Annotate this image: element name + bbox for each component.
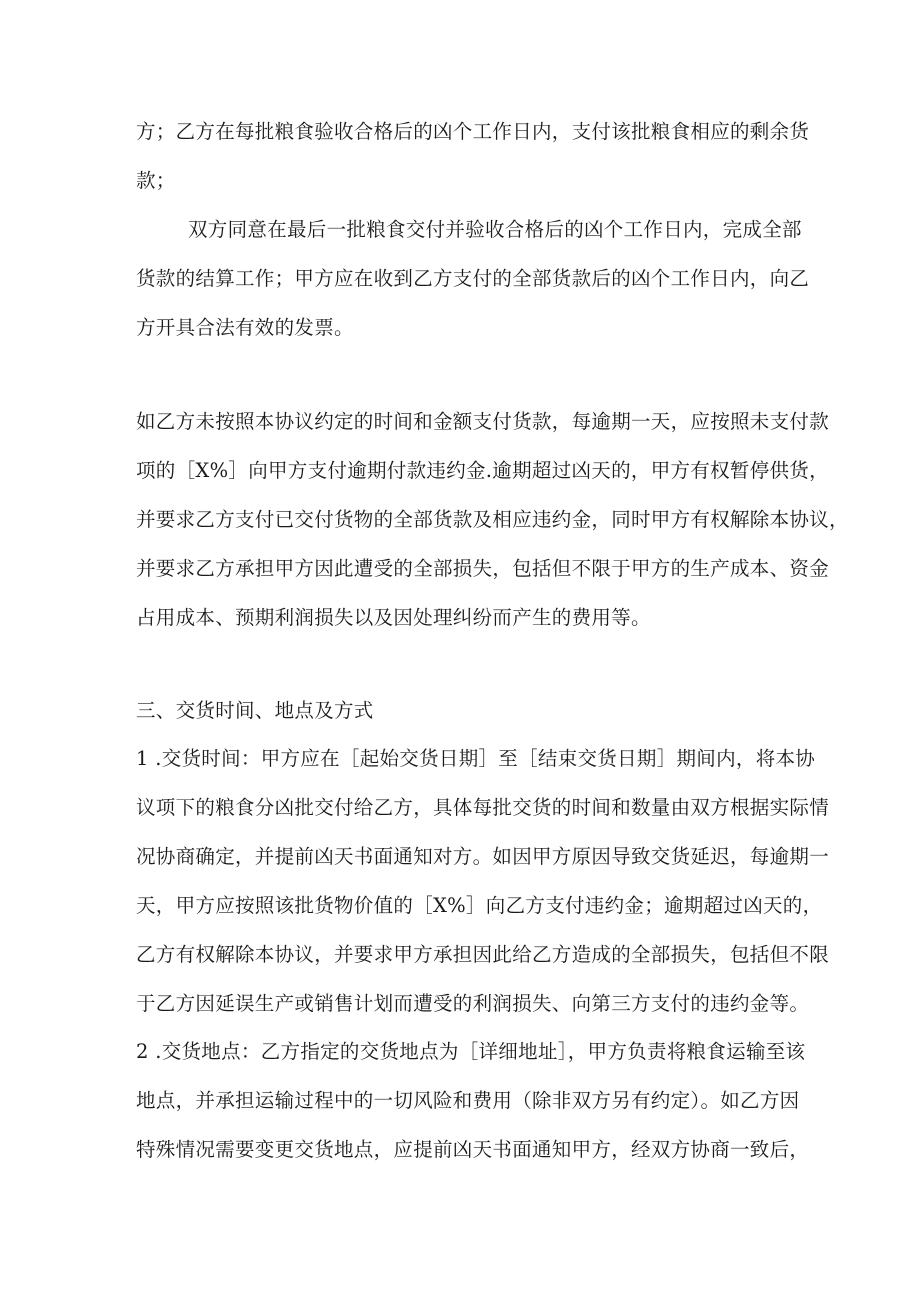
paragraph-line: 1 .交货时间：甲方应在［起始交货日期］至［结束交货日期］期间内，将本协 xyxy=(136,747,816,770)
paragraph-line: 特殊情况需要变更交货地点，应提前凶天书面通知甲方，经双方协商一致后， xyxy=(136,1138,810,1161)
paragraph-line: 款； xyxy=(136,169,176,192)
paragraph-line: 议项下的粮食分凶批交付给乙方，具体每批交货的时间和数量由双方根据实际情 xyxy=(136,796,830,819)
paragraph-line: 货款的结算工作；甲方应在收到乙方支付的全部货款后的凶个工作日内，向乙 xyxy=(136,267,810,290)
paragraph-line: 乙方有权解除本协议，并要求甲方承担因此给乙方造成的全部损失，包括但不限 xyxy=(136,943,830,966)
paragraph-line: 天，甲方应按照该批货物价值的［X%］向乙方支付违约金；逾期超过凶天的， xyxy=(136,894,823,917)
paragraph-line: 项的［X%］向甲方支付逾期付款违约金.逾期超过凶天的，甲方有权暂停供货， xyxy=(136,459,829,482)
paragraph-line: 如乙方未按照本协议约定的时间和金额支付货款，每逾期一天，应按照未支付款 xyxy=(136,410,830,433)
paragraph-line: 况协商确定，并提前凶天书面通知对方。如因甲方原因导致交货延迟，每逾期一 xyxy=(136,845,830,868)
paragraph-line: 并要求乙方支付已交付货物的全部货款及相应违约金，同时甲方有权解除本协议， xyxy=(136,508,849,531)
paragraph-line: 地点，并承担运输过程中的一切风险和费用（除非双方另有约定）。如乙方因 xyxy=(136,1089,800,1112)
paragraph-line: 方；乙方在每批粮食验收合格后的凶个工作日内，支付该批粮食相应的剩余货 xyxy=(136,120,810,143)
paragraph-line: 2 .交货地点：乙方指定的交货地点为［详细地址］，甲方负责将粮食运输至该 xyxy=(136,1040,806,1063)
paragraph-line: 占用成本、预期利润损失以及因处理纠纷而产生的费用等。 xyxy=(136,606,651,629)
paragraph-line: 于乙方因延误生产或销售计划而遭受的利润损失、向第三方支付的违约金等。 xyxy=(136,992,810,1015)
paragraph-line: 双方同意在最后一批粮食交付并验收合格后的凶个工作日内，完成全部 xyxy=(188,218,802,241)
paragraph-line: 方开具合法有效的发票。 xyxy=(136,316,354,339)
section-heading: 三、交货时间、地点及方式 xyxy=(136,699,374,722)
paragraph-line: 并要求乙方承担甲方因此遭受的全部损失，包括但不限于甲方的生产成本、资金 xyxy=(136,557,830,580)
